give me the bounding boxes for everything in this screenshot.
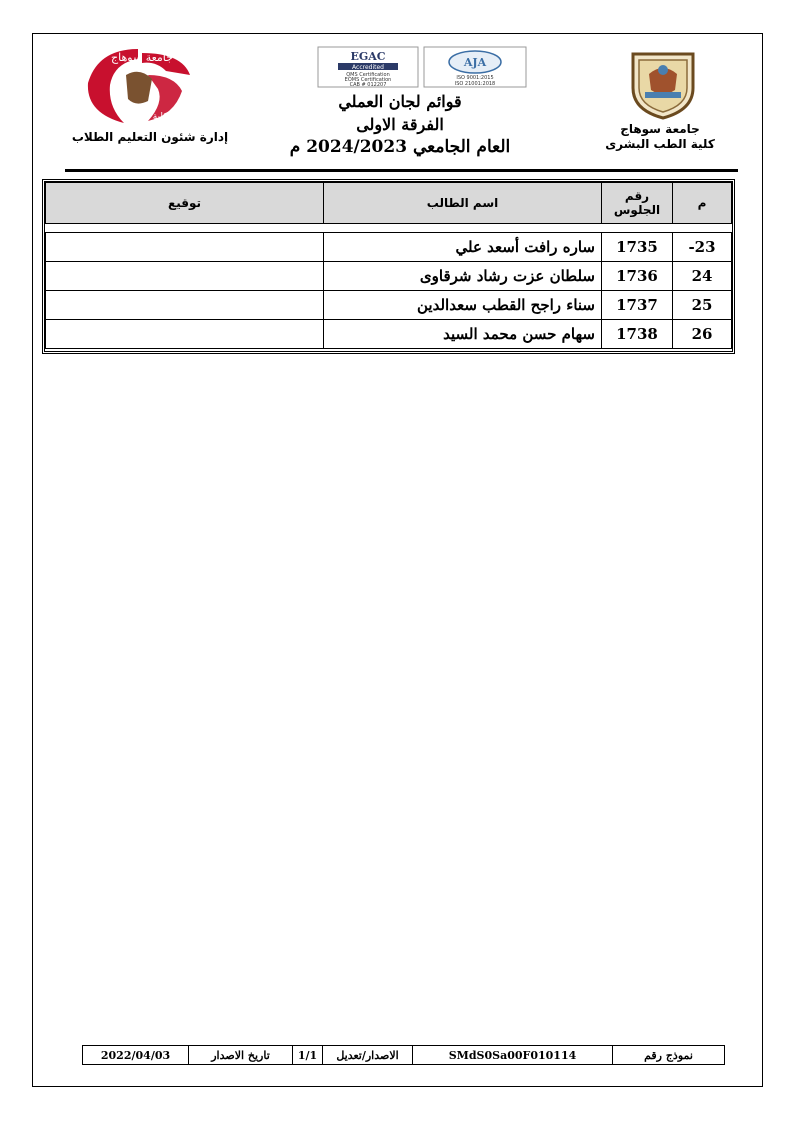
cell-student-name: سهام حسن محمد السيد xyxy=(324,320,602,349)
cell-signature xyxy=(46,320,324,349)
col-header-seat-number: رقم الجلوس xyxy=(602,183,673,224)
header-gap xyxy=(46,224,732,233)
table-row xyxy=(46,233,732,262)
document-titles xyxy=(270,90,530,159)
aja-name: AJA xyxy=(463,56,487,69)
students-table-wrapper xyxy=(42,179,735,354)
certification-badges xyxy=(316,46,528,88)
footer-version-value: 1/1 xyxy=(292,1046,322,1064)
footer-version-label: الاصدار/تعديل xyxy=(322,1046,412,1064)
col-header-student-name: اسم الطالب xyxy=(324,183,602,224)
faculty-title: كلية الطب البشرى xyxy=(605,137,715,151)
cell-serial: 24 xyxy=(673,262,732,291)
department-name: إدارة شئون التعليم الطلاب xyxy=(71,130,229,144)
logo-arc-text: جامعة سوهاج xyxy=(111,51,173,64)
cell-seat-number: 1736 xyxy=(602,262,673,291)
egac-name: EGAC xyxy=(350,50,386,63)
table-row xyxy=(46,291,732,320)
faculty-logo xyxy=(78,45,200,127)
footer-form-number: SMdS0Sa00F010114 xyxy=(412,1046,612,1064)
cell-student-name: سلطان عزت رشاد شرقاوى xyxy=(324,262,602,291)
table-row xyxy=(46,320,732,349)
aja-line-1: ISO 9001:2015 xyxy=(456,75,494,81)
col-header-signature: توقيع xyxy=(46,183,324,224)
footer-date-value: 2022/04/03 xyxy=(100,1048,171,1062)
sohag-university-logo xyxy=(625,48,701,120)
table-header-row xyxy=(46,183,732,224)
aja-line-2: ISO 21001:2018 xyxy=(454,81,496,87)
title-academic-year: العام الجامعي 2024/2023 م xyxy=(289,137,511,157)
footer-date-label: تاريخ الاصدار xyxy=(188,1046,292,1064)
cell-signature xyxy=(46,233,324,262)
cell-serial: 23- xyxy=(673,233,732,262)
table-row xyxy=(46,262,732,291)
cell-signature xyxy=(46,262,324,291)
header-divider xyxy=(65,169,738,172)
logo-bottom-text: كلية الطب xyxy=(128,112,168,122)
cell-signature xyxy=(46,291,324,320)
cell-seat-number: 1737 xyxy=(602,291,673,320)
egac-line-3: CAB # 012207 xyxy=(349,82,387,88)
egac-line-1: QMS Certification xyxy=(346,72,390,78)
university-title: جامعة سوهاج xyxy=(620,122,700,136)
cell-student-name: ساره رافت أسعد علي xyxy=(324,233,602,262)
egac-accredited: Accredited xyxy=(352,64,384,71)
col-header-serial: م xyxy=(673,183,732,224)
cell-serial: 26 xyxy=(673,320,732,349)
cell-seat-number: 1738 xyxy=(602,320,673,349)
cell-serial: 25 xyxy=(673,291,732,320)
title-committee-lists: قوائم لجان العملي xyxy=(338,92,462,111)
footer-form-label: نموذج رقم xyxy=(612,1046,724,1064)
title-year-level: الفرقة الاولى xyxy=(356,115,444,134)
cell-seat-number: 1735 xyxy=(602,233,673,262)
cell-student-name: سناء راجح القطب سعدالدين xyxy=(324,291,602,320)
form-footer xyxy=(82,1045,725,1065)
students-table xyxy=(45,182,732,349)
egac-line-2: EOMS Certification xyxy=(344,77,392,83)
university-name xyxy=(585,122,735,152)
